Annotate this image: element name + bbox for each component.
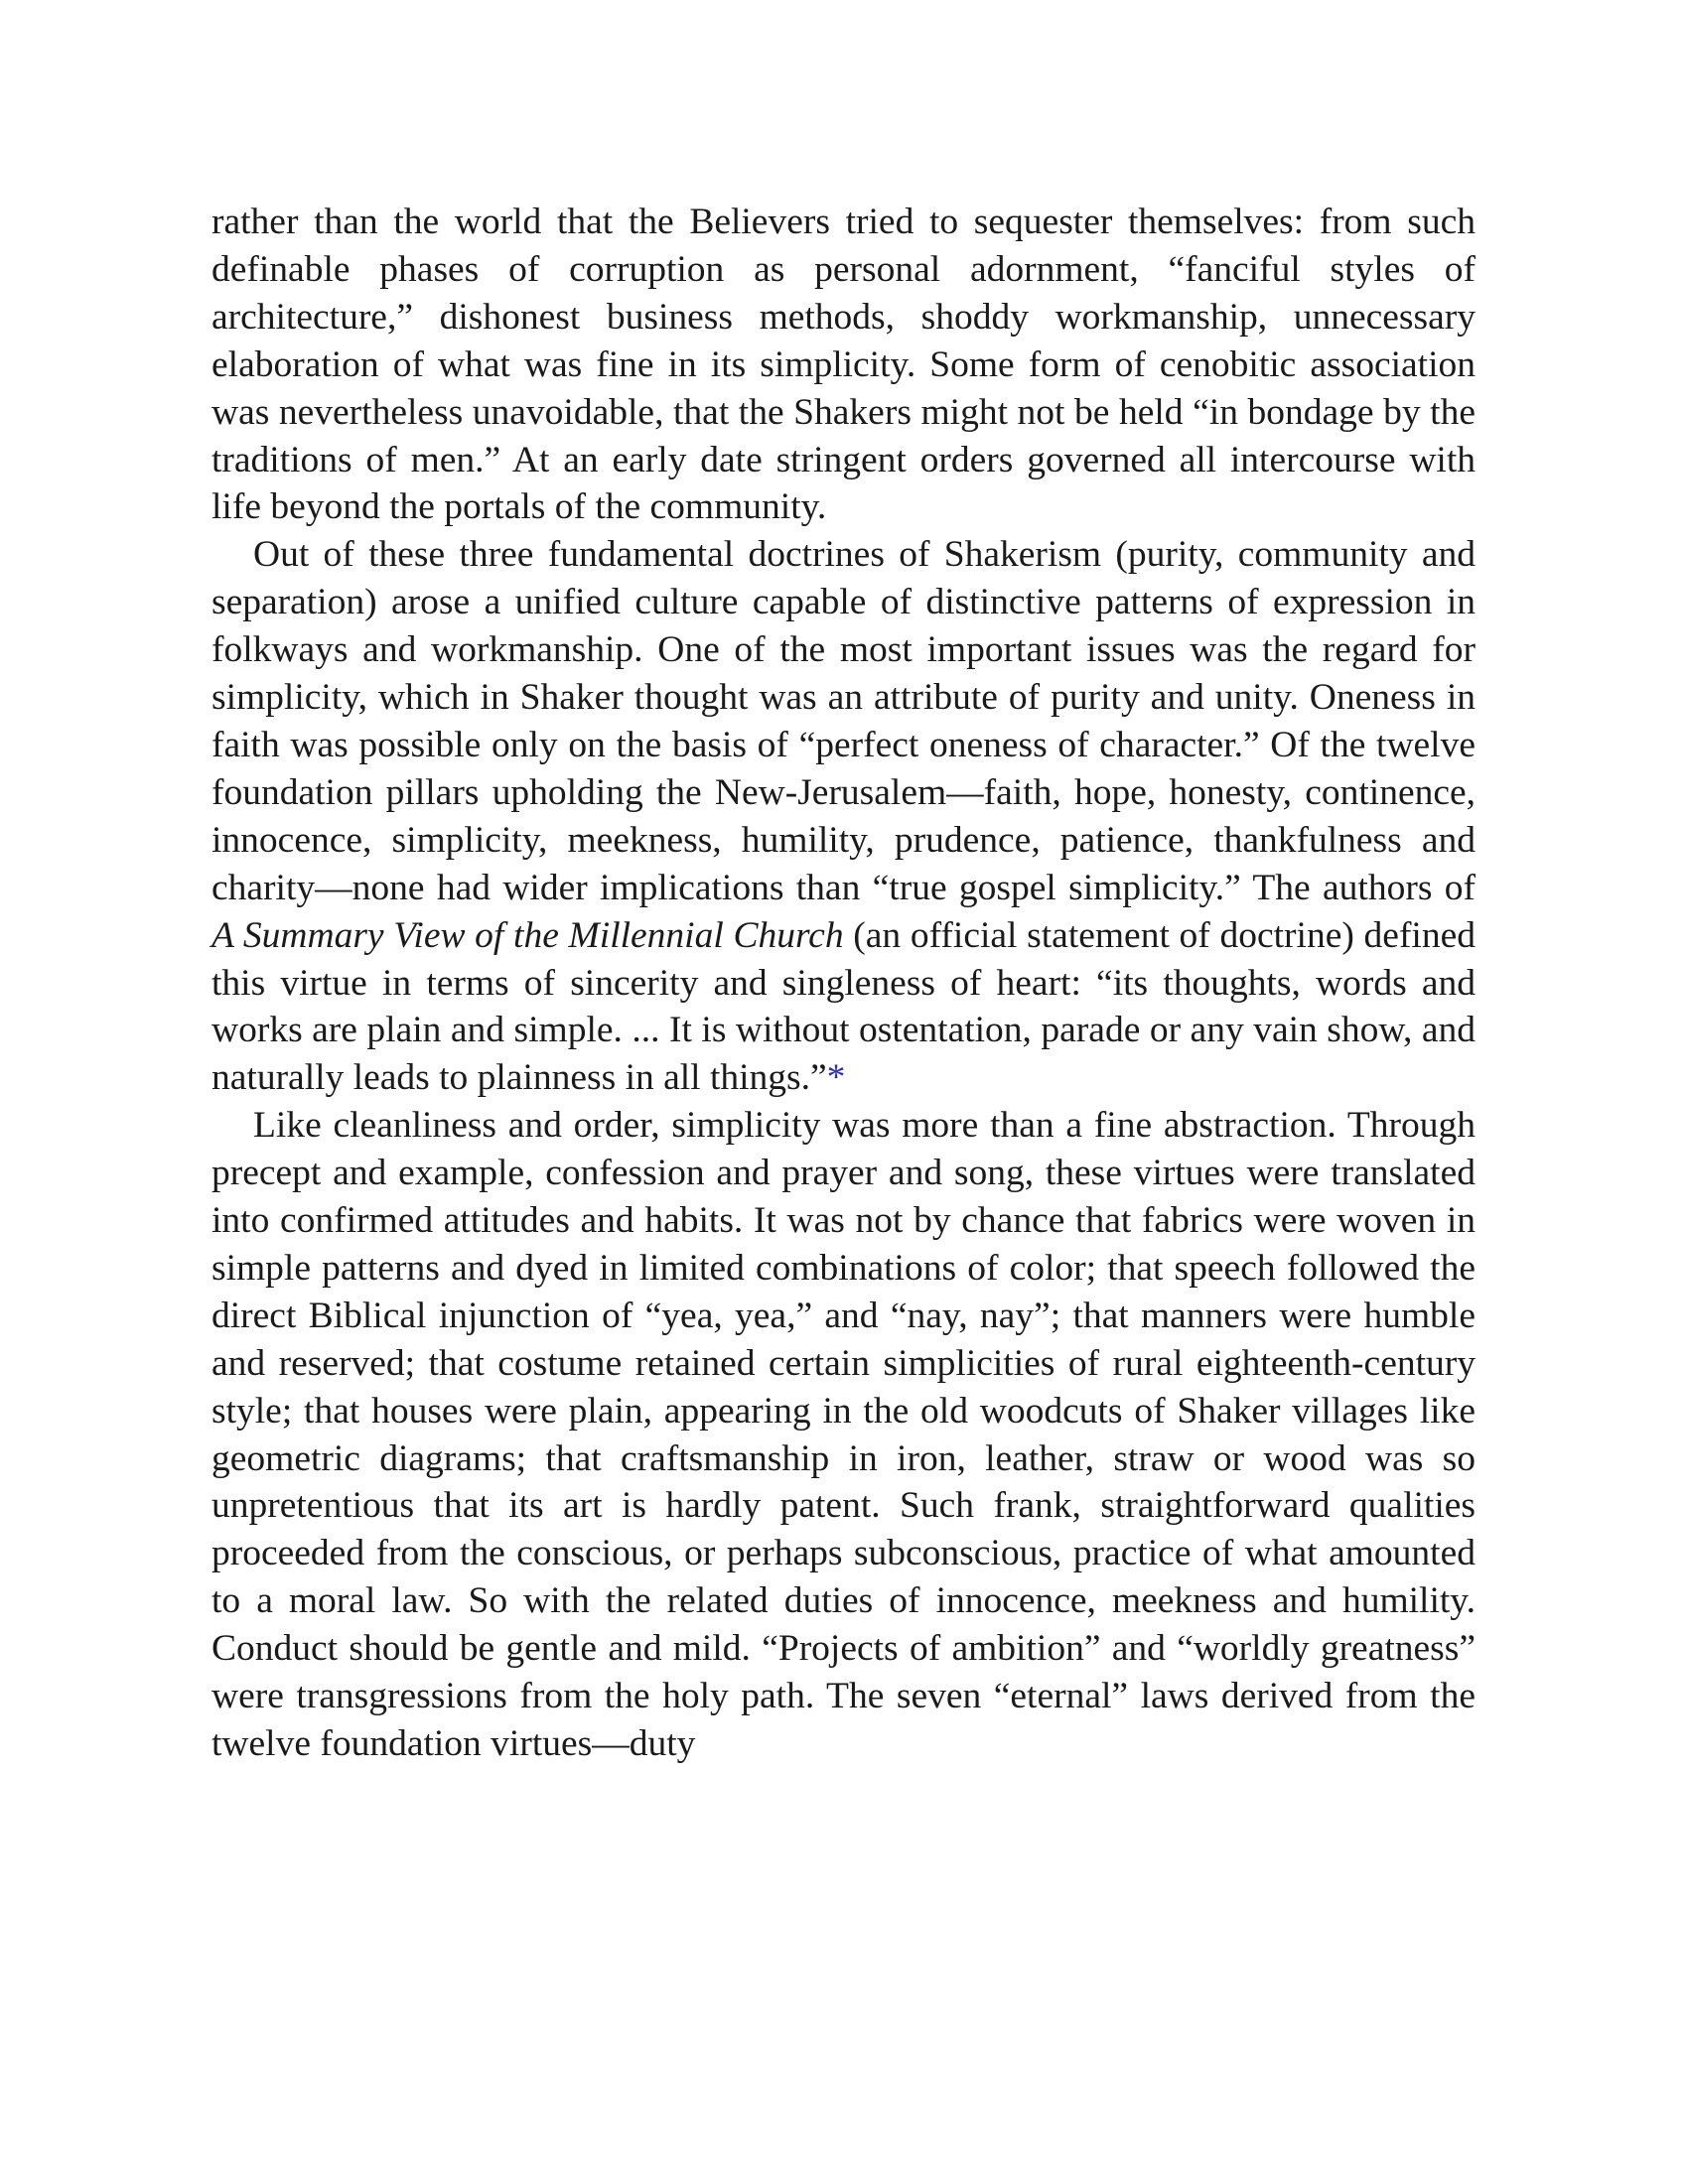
footnote-link[interactable]: * [826,1057,846,1099]
book-title: A Summary View of the Millennial Church [211,914,844,956]
page-body [211,199,1476,1768]
paragraph-simplicity: Like cleanliness and order, simplicity was more than a fine abstraction. Through precept and example, confession and prayer and song, these virtues were translated into confirmed attitudes and habits. It was not by chance that fabrics were woven in simple patterns and dyed in limited combinations of color; that speech followed the direct Biblical injunction of “yea, yea,” and “nay, nay”; that manners were humble and reserved; that costume retained certain simplicities of rural eighteenth-century style; that houses were plain, appearing in the old woodcuts of Shaker villages like geometric diagrams; that craftsmanship in iron, leather, straw or wood was so unpretentious that its art is hardly patent. Such frank, straightforward qualities proceeded from the conscious, or perhaps subconscious, practice of what amounted to a moral law. So with the related duties of innocence, meekness and humility. Conduct should be gentle and mild. “Projects of ambition” and “worldly greatness” were transgressions from the holy path. The seven “eternal” laws derived from the twelve foundation virtues—duty [211,1105,1476,1764]
paragraph-continued: rather than the world that the Believers tried to sequester themselves: from such definable phases of corruption as personal adornment, “fanciful styles of architecture,” dishonest business methods, shoddy workmanship, unnecessary elaboration of what was fine in its simplicity. Some form of cenobitic association was nevertheless unavoidable, that the Shakers might not be held “in bondage by the traditions of men.” At an early date stringent orders governed all intercourse with life beyond the portals of the community. [211,202,1476,528]
paragraph-text-after-title: (an official statement of doctrine) defined this virtue in terms of sincerity and singleness of heart: “its thoughts, words and works are plain and simple. ... It is without ostentation, parade or any vain show, and naturally leads to plainness in all things.” [211,914,1476,1099]
paragraph-doctrines [211,531,1476,1102]
paragraph-text-before-title: Out of these three fundamental doctrines of Shakerism (purity, community and separation) arose a unified culture capable of distinctive patterns of expression in folkways and workmanship. One of the most important issues was the regard for simplicity, which in Shaker thought was an attribute of purity and unity. Oneness in faith was possible only on the basis of “perfect oneness of character.” Of the twelve foundation pillars upholding the New-Jerusalem—faith, hope, honesty, continence, innocence, simplicity, meekness, humility, prudence, patience, thankfulness and charity—none had wider implications than “true gospel simplicity.” The authors of [211,534,1476,908]
